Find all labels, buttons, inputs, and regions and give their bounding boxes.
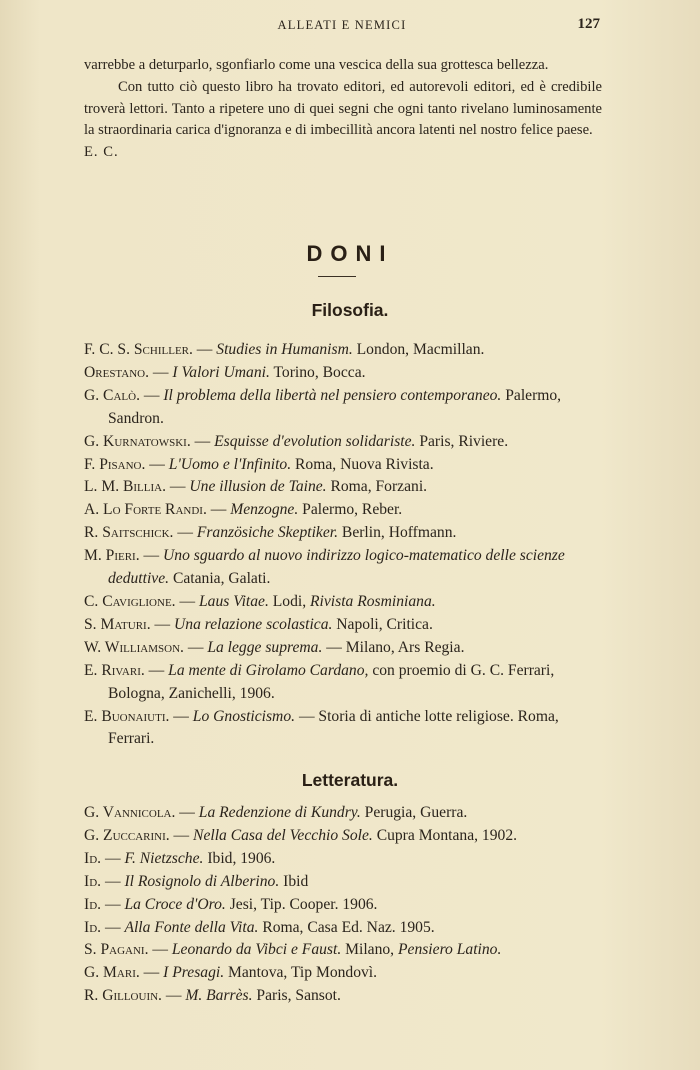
bibliography-entry: R. Gillouin. — M. Barrès. Paris, Sansot.: [84, 987, 341, 1005]
bibliography-entry: Id. — La Croce d'Oro. Jesi, Tip. Cooper. 1906.: [84, 895, 378, 913]
bibliography-entry: W. Williamson. — La legge suprema. — Milano, Ars Regia.: [84, 638, 465, 656]
entry-author: G. Zuccarini.: [84, 826, 170, 844]
entry-title: Il Rosignolo di Alberino.: [124, 872, 280, 890]
entry-publisher: Milano,: [345, 941, 395, 959]
entry-title: Esquisse d'evolution solidariste.: [214, 432, 416, 450]
entry-title: Französiche Skeptiker.: [196, 524, 339, 542]
entry-author: G. Calò.: [84, 386, 140, 404]
bibliography-entry: E. Rivari. — La mente di Girolamo Cardano, con proemio di G. C. Ferrari, Bologna, Zanichelli, 1906.: [84, 661, 555, 702]
entry-title: Studies in Humanism.: [216, 341, 353, 358]
entry-title: Nella Casa del Vecchio Sole.: [193, 826, 373, 844]
bibliography-entry: E. Buonaiuti. — Lo Gnosticismo. — Storia di antiche lotte religiose. Roma, Ferrari.: [84, 707, 559, 748]
bibliography-entry: F. Pisano. — L'Uomo e l'Infinito. Roma, Nuova Rivista.: [84, 455, 434, 473]
entry-author: Id.: [84, 918, 102, 936]
entry-publisher: — Storia di antiche lotte religiose. Roma, Ferrari.: [108, 707, 559, 748]
entry-publisher: Mantova, Tip Mondovì.: [228, 964, 378, 982]
entry-author: M. Pieri.: [84, 547, 140, 565]
heading-rule: [318, 276, 356, 277]
entry-title: L'Uomo e l'Infinito.: [168, 455, 292, 473]
entry-author: Id.: [84, 849, 102, 867]
entry-title: M. Barrès.: [185, 987, 253, 1005]
entry-author: S. Maturi.: [84, 615, 151, 633]
bibliography-entry: C. Caviglione. — Laus Vitae. Lodi, Rivista Rosminiana.: [84, 592, 436, 610]
entry-author: G. Kurnatowski.: [84, 432, 191, 450]
entry-author: L. M. Billia.: [84, 478, 166, 496]
entry-publisher: Paris, Sansot.: [256, 987, 341, 1005]
entry-publisher: Palermo, Reber.: [302, 501, 403, 519]
entry-author: R. Gillouin.: [84, 987, 162, 1005]
subsection-heading-letteratura: Letteratura.: [301, 770, 399, 790]
entry-author: E. Buonaiuti.: [84, 707, 170, 725]
entry-author: G. Mari.: [84, 964, 140, 982]
entry-publisher: Ibid: [283, 872, 309, 890]
entry-publisher: Roma, Forzani.: [330, 478, 428, 496]
review-ending: [84, 55, 602, 164]
entry-publisher: con proemio di G. C. Ferrari, Bologna, Zanichelli, 1906.: [108, 661, 555, 702]
entry-publisher: Jesi, Tip. Cooper. 1906.: [229, 895, 378, 913]
entry-author: G. Vannicola.: [84, 804, 176, 821]
subsection-heading-filosofia: Filosofia.: [311, 300, 389, 320]
entry-publisher: Berlin, Hoffmann.: [341, 524, 457, 542]
entry-author: Id.: [84, 895, 102, 913]
entry-publisher: Cupra Montana, 1902.: [376, 826, 518, 844]
entry-publisher: Roma, Casa Ed. Naz. 1905.: [262, 918, 435, 936]
letteratura-list: [84, 802, 604, 1008]
entry-author: E. Rivari.: [84, 661, 145, 679]
paragraph: Con tutto ciò questo libro ha trovato editori, ed autorevoli editori, ed è credibile troverà lettori. Tanto a ripetere uno di quei segni che ogni tanto rivelano luminosamente la straordinaria carica d'ignoranza e di imbecillità ancora latenti nel nostro felice paese.: [84, 78, 602, 139]
entry-title: Une illusion de Taine.: [189, 478, 327, 496]
entry-publisher: Lodi,: [272, 592, 307, 610]
bibliography-entry: Id. — Alla Fonte della Vita. Roma, Casa Ed. Naz. 1905.: [84, 918, 435, 936]
entry-author: C. Caviglione.: [84, 592, 176, 610]
entry-author: F. C. S. Schiller.: [84, 341, 193, 358]
entry-publisher: London, Macmillan.: [356, 341, 485, 358]
entry-title: Il problema della libertà nel pensiero contemporaneo.: [163, 386, 502, 404]
entry-title: F. Nietzsche.: [124, 849, 204, 867]
bibliography-entry: S. Maturi. — Una relazione scolastica. Napoli, Critica.: [84, 615, 433, 633]
entry-title: Leonardo da Vibci e Faust.: [171, 941, 342, 959]
bibliography-entry: S. Pagani. — Leonardo da Vibci e Faust. Milano, Pensiero Latino.: [84, 941, 502, 959]
bibliography-entry: G. Kurnatowski. — Esquisse d'evolution solidariste. Paris, Riviere.: [84, 432, 509, 450]
entry-author: S. Pagani.: [84, 941, 149, 959]
entry-title: I Valori Umani.: [172, 363, 270, 381]
entry-title: La Croce d'Oro.: [124, 895, 226, 913]
entry-publisher: Perugia, Guerra.: [364, 804, 468, 821]
bibliography-entry: G. Mari. — I Presagi. Mantova, Tip Mondovì.: [84, 964, 378, 982]
entry-author: Orestano.: [84, 363, 150, 381]
entry-publisher: Catania, Galati.: [172, 570, 271, 588]
entry-author: A. Lo Forte Randi.: [84, 501, 207, 519]
entry-title: La legge suprema.: [207, 638, 323, 656]
paragraph-continuation: varrebbe a deturparlo, sgonfiarlo come una vescica della sua grottesca bellezza.: [84, 57, 549, 73]
entry-publisher: Paris, Riviere.: [419, 432, 509, 450]
running-title: ALLEATI E NEMICI: [277, 18, 407, 32]
entry-author: R. Saitschick.: [84, 524, 174, 542]
bibliography-entry: A. Lo Forte Randi. — Menzogne. Palermo, Reber.: [84, 501, 403, 519]
bibliography-entry: M. Pieri. — Uno sguardo al nuovo indirizzo logico-matematico delle scienze deduttive. Catania, Galati.: [84, 547, 565, 588]
signature: E. C.: [84, 144, 119, 161]
entry-publisher: Napoli, Critica.: [336, 615, 433, 633]
entry-publisher: Palermo, Sandron.: [108, 386, 562, 427]
entry-title: Alla Fonte della Vita.: [124, 918, 259, 936]
bibliography-entry: G. Calò. — Il problema della libertà nel pensiero contemporaneo. Palermo, Sandron.: [84, 386, 562, 427]
entry-publisher: Roma, Nuova Rivista.: [295, 455, 434, 473]
entry-author: W. Williamson.: [84, 638, 184, 656]
entry-publisher-italic: Pensiero Latino.: [398, 941, 502, 959]
bibliography-entry: G. Zuccarini. — Nella Casa del Vecchio Sole. Cupra Montana, 1902.: [84, 826, 518, 844]
filosofia-list: [84, 339, 604, 751]
entry-title: Uno sguardo al nuovo indirizzo logico-matematico delle scienze deduttive.: [108, 547, 565, 588]
entry-title: Laus Vitae.: [198, 592, 269, 610]
entry-title: Menzogne.: [230, 501, 299, 519]
bibliography-entry: L. M. Billia. — Une illusion de Taine. Roma, Forzani.: [84, 478, 428, 496]
entry-publisher: — Milano, Ars Regia.: [326, 638, 465, 656]
bibliography-entry: Id. — F. Nietzsche. Ibid, 1906.: [84, 849, 276, 867]
running-head: [84, 18, 600, 38]
entry-publisher-italic: Rivista Rosminiana.: [310, 592, 436, 610]
entry-title: Una relazione scolastica.: [174, 615, 333, 633]
bibliography-entry: Id. — Il Rosignolo di Alberino. Ibid: [84, 872, 309, 890]
page-number: 127: [577, 16, 600, 32]
entry-author: Id.: [84, 872, 102, 890]
entry-title: Lo Gnosticismo.: [192, 707, 296, 725]
bibliography-entry: G. Vannicola. — La Redenzione di Kundry. Perugia, Guerra.: [84, 804, 468, 821]
entry-title: La Redenzione di Kundry.: [198, 804, 361, 821]
bibliography-entry: Orestano. — I Valori Umani. Torino, Bocca.: [84, 363, 366, 381]
entry-title: I Presagi.: [163, 964, 225, 982]
entry-publisher: Torino, Bocca.: [273, 363, 366, 381]
entry-title: La mente di Girolamo Cardano,: [168, 661, 369, 679]
bibliography-entry: R. Saitschick. — Französiche Skeptiker. Berlin, Hoffmann.: [84, 524, 457, 542]
entry-author: F. Pisano.: [84, 455, 146, 473]
bibliography-entry: F. C. S. Schiller. — Studies in Humanism. London, Macmillan.: [84, 341, 485, 358]
entry-publisher: Ibid, 1906.: [207, 849, 276, 867]
section-heading-doni: DONI: [306, 241, 394, 266]
